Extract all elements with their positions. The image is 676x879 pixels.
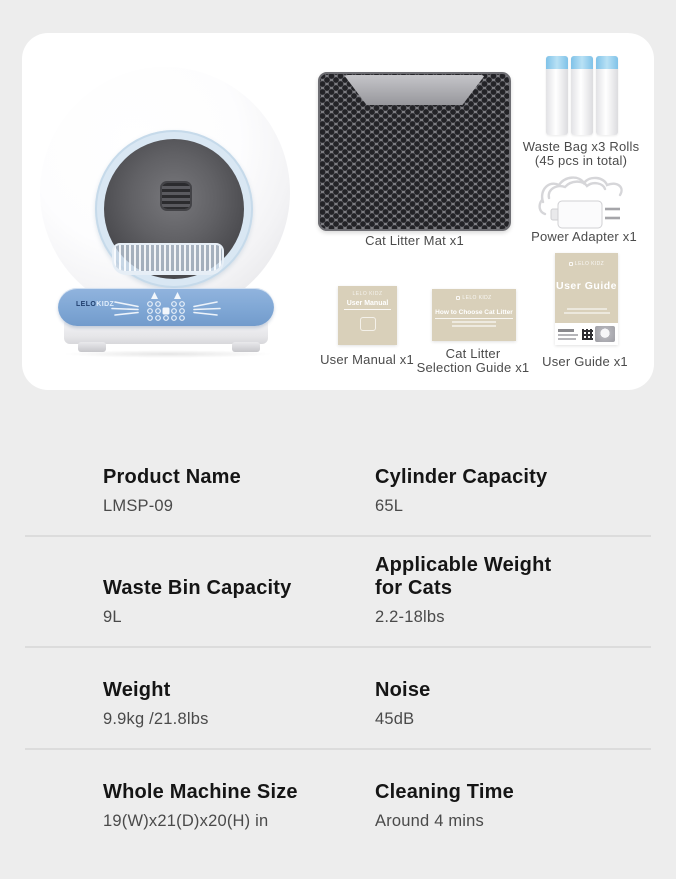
waste-bag-label-line2: (45 pcs in total) [534, 152, 628, 168]
selection-guide-textlines [432, 321, 516, 327]
cat-litter-mat-label: Cat Litter Mat x1 [365, 233, 464, 248]
user-manual-label: User Manual x1 [320, 352, 414, 367]
selection-guide-title: How to Choose Cat Litter [435, 309, 513, 319]
brand-square-icon [569, 262, 573, 266]
spec-row [25, 430, 651, 537]
user-guide-brand: LELO KIDZ [574, 261, 605, 267]
waste-bag-roll [546, 56, 568, 135]
spec-value: 9L [103, 608, 122, 626]
power-adapter-label: Power Adapter x1 [531, 229, 637, 244]
spec-label: Applicable Weight for Cats [375, 554, 552, 599]
spec-label: Product Name [103, 466, 241, 488]
litter-box-vent-grille-icon [162, 183, 190, 209]
spec-value: Around 4 mins [375, 812, 484, 830]
user-guide-textlines [555, 308, 618, 314]
brand-logo-light: KIDZ [96, 301, 115, 308]
waste-bag-rolls [546, 56, 618, 135]
user-guide-label: User Guide x1 [542, 354, 628, 369]
spec-label: Noise [375, 679, 431, 701]
spec-cell-product-name [103, 430, 375, 535]
selection-guide-brand: LELO KIDZ [462, 295, 492, 301]
selection-guide-label-line2: Selection Guide x1 [416, 359, 530, 375]
waste-bag-roll-cap [546, 56, 568, 69]
spec-value: 45dB [375, 710, 415, 728]
cat-litter-mat-flap [344, 75, 485, 105]
user-guide-footer-text [558, 327, 580, 342]
spec-row [25, 750, 651, 850]
brand-logo [76, 301, 114, 308]
spec-table [0, 430, 676, 850]
spec-value: 9.9kg /21.8lbs [103, 710, 209, 728]
user-manual-title: User Manual [344, 300, 391, 310]
litter-box-foot [78, 342, 106, 352]
spec-cell-weight [103, 648, 375, 748]
brand-logo-bold: LELO [76, 301, 97, 308]
spec-label: Waste Bin Capacity [103, 577, 292, 599]
litter-box-scoop [112, 243, 224, 275]
user-guide-logo [555, 261, 618, 267]
litter-box-control-panel [58, 288, 274, 326]
spec-value: 65L [375, 497, 404, 515]
spec-label: Weight [103, 679, 171, 701]
spec-label: Cylinder Capacity [375, 466, 548, 488]
spec-cell-cylinder-capacity [375, 430, 651, 535]
brand-square-icon [456, 296, 460, 300]
user-guide-title: User Guide [555, 280, 618, 292]
spec-label: Cleaning Time [375, 781, 514, 803]
waste-bag-roll-cap [571, 56, 593, 69]
user-guide-product-photo [595, 326, 615, 342]
spec-cell-machine-size [103, 750, 375, 850]
user-guide-footer [555, 323, 618, 345]
spec-cell-noise [375, 648, 651, 748]
power-adapter-graphic [535, 172, 635, 232]
waste-bag-roll-cap [596, 56, 618, 69]
litter-box-foot [232, 342, 260, 352]
waste-bag-roll [571, 56, 593, 135]
selection-guide-booklet [432, 289, 516, 341]
spec-value: LMSP-09 [103, 497, 174, 515]
spec-row [25, 648, 651, 750]
waste-bag-label-line1: Waste Bag x3 Rolls [522, 139, 640, 154]
user-guide-booklet [555, 253, 618, 345]
spec-value: 2.2-18lbs [375, 608, 445, 626]
spec-row [25, 537, 651, 648]
qr-code-icon [582, 329, 593, 340]
waste-bag-label [501, 140, 661, 167]
user-manual-brand: LELO KIDZ [352, 291, 383, 297]
selection-guide-label-line1: Cat Litter [445, 346, 501, 361]
user-manual-booklet [338, 286, 397, 345]
spec-value: 19(W)x21(D)x20(H) in [103, 812, 269, 830]
spec-label: Whole Machine Size [103, 781, 298, 803]
spec-cell-cleaning-time [375, 750, 651, 850]
spec-cell-applicable-weight [375, 537, 651, 646]
selection-guide-logo [432, 295, 516, 301]
whats-in-the-box-card [22, 33, 654, 390]
manual-cover-icon [360, 317, 376, 331]
cat-litter-mat [318, 72, 511, 231]
spec-cell-waste-bin-capacity [103, 537, 375, 646]
control-buttons-cat-face-icon [111, 290, 221, 324]
waste-bag-roll [596, 56, 618, 135]
